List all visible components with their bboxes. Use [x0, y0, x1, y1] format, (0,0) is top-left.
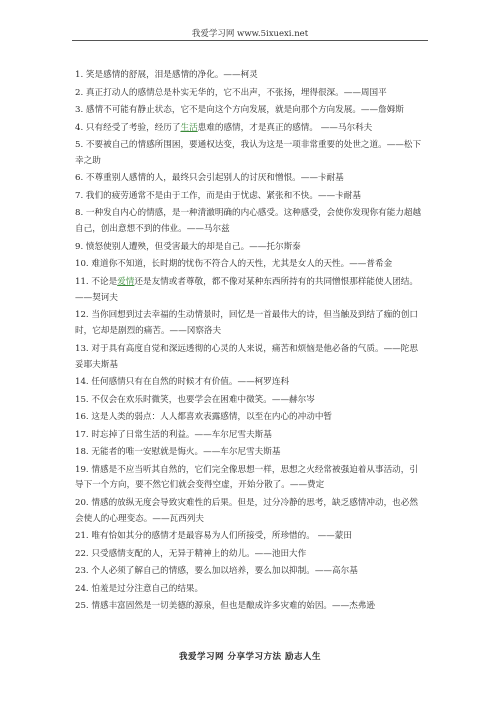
quote-item [75, 463, 425, 495]
quote-item [75, 240, 425, 256]
quote-text: 12. 当你回想到过去幸福的生动情景时，回忆是一首最伟大的诗，但当触及到结了痂的创口时，它却是剧烈的痛苦。——冈察洛夫 [75, 310, 418, 337]
quote-item [75, 257, 425, 273]
quote-item [75, 68, 425, 84]
page-footer: 我爱学习网 分享学习方法 励志人生 [179, 652, 321, 662]
quote-text: 21. 唯有恰如其分的感情才是最容易为人们所接受，所珍惜的。 ——蒙田 [75, 531, 352, 542]
quote-text: 24. 怕羞是过分注意自己的结果。 [75, 583, 204, 594]
quote-item [75, 86, 425, 102]
quote-text: 8. 一种发自内心的情感，是一种清澈明确的内心感受。这种感受，会使你发现你有能力超越自己，创出意想不到的伟业。——马尔兹 [75, 208, 422, 235]
quote-list [75, 68, 425, 617]
page-header: 我爱学习网 www.5ixuexi.net [191, 29, 309, 39]
quote-text: 5. 不要被自己的情感所围困，要通权达变，我认为这是一项非常重要的处世之道。——松下幸之助 [75, 140, 422, 166]
quote-text: 22. 只受感情支配的人，无异于精神上的幼儿。——池田大作 [75, 548, 307, 559]
quote-text: 3. 感情不可能有静止状态，它不是向这个方向发展，就是向那个方向发展。——詹姆斯 [75, 105, 404, 115]
quote-item [75, 564, 425, 580]
quote-item [75, 582, 425, 598]
quote-item [75, 189, 425, 205]
quote-item [75, 393, 425, 409]
quote-text: 患难的感情，才是真正的感情。 ——马尔科夫 [197, 122, 373, 133]
quote-item [75, 121, 425, 137]
quote-text: 17. 时忘掉了日常生活的利益。——车尔尼雪夫斯基 [75, 429, 272, 440]
quote-text: 还是友情或者尊敬，都不像对某种东西所持有的共同憎恨那样能使人团结。——契诃夫 [75, 276, 418, 303]
quote-item [75, 308, 425, 340]
quote-text: 9. 愤怒使别人遭殃，但受害最大的却是自己。——托尔斯泰 [75, 241, 301, 252]
quote-text: 14. 任何感情只有在自然的时候才有价值。——柯罗连科 [75, 377, 290, 388]
quote-item [75, 496, 425, 528]
quote-item [75, 445, 425, 461]
quote-item [75, 547, 425, 563]
quote-item [75, 599, 425, 615]
quote-item [75, 428, 425, 444]
quote-item [75, 410, 425, 426]
quote-text: 1. 笑是感情的舒展，泪是感情的净化。——柯灵 [75, 70, 258, 80]
quote-item [75, 342, 425, 374]
quote-text: 25. 情感丰富固然是一切美德的源泉，但也是酿成许多灾难的始因。——杰弗逊 [75, 601, 375, 612]
quote-item [75, 138, 425, 170]
quote-text: 16. 这是人类的弱点：人人都喜欢表露感情，以至在内心的冲动中暂 [75, 412, 333, 423]
header-divider [72, 40, 428, 41]
quote-text: 23. 个人必须了解自己的情感，要么加以培养，要么加以抑制。——高尔基 [75, 566, 358, 577]
inline-link[interactable]: 生活 [180, 122, 198, 133]
quote-item [75, 375, 425, 391]
quote-item [75, 529, 425, 545]
quote-text: 4. 只有经受了考验，经历了 [75, 122, 181, 133]
quote-text: 18. 无能者的唯一安慰就是悔火。——车尔尼雪夫斯基 [75, 447, 281, 458]
quote-text: 11. 不论是 [75, 276, 118, 287]
quote-text: 7. 我们的疲劳通常不是由于工作，而是由于忧虑、紧张和不快。——卡耐基 [75, 190, 361, 201]
quote-item [75, 275, 425, 307]
quote-item [75, 103, 425, 119]
quote-text: 6. 不尊重别人感情的人，最终只会引起别人的讨厌和憎恨。——卡耐基 [75, 173, 344, 184]
quote-text: 13. 对于具有高度自觉和深远透彻的心灵的人来说，痛苦和烦恼是他必备的气质。——陀思妥耶夫斯基 [75, 343, 418, 370]
quote-text: 2. 真正打动人的感情总是朴实无华的，它不出声，不张扬，埋得很深。——周国平 [75, 87, 387, 98]
quote-item [75, 206, 425, 238]
quote-text: 15. 不仅会在欢乐时微笑，也要学会在困难中微笑。——赫尔岑 [75, 394, 315, 405]
quote-text: 20. 情感的放纵无度会导致灾难性的后果。但是，过分冷静的思考，缺乏感情冲动，也必然会使人的心理变态。——瓦西列夫 [75, 497, 418, 524]
inline-link[interactable]: 爱情 [117, 276, 135, 287]
quote-text: 19. 情感是不应当听其自然的，它们完全像思想一样，思想之火经常被强迫着从事活动，引导下一个方向，要不然它们就会变得空虚，开始分散了。——费定 [75, 464, 418, 491]
quote-text: 10. 难道你不知道，长时期的忧伤不符合人的天性，尤其是女人的天性。——普希金 [75, 259, 393, 270]
quote-item [75, 171, 425, 187]
